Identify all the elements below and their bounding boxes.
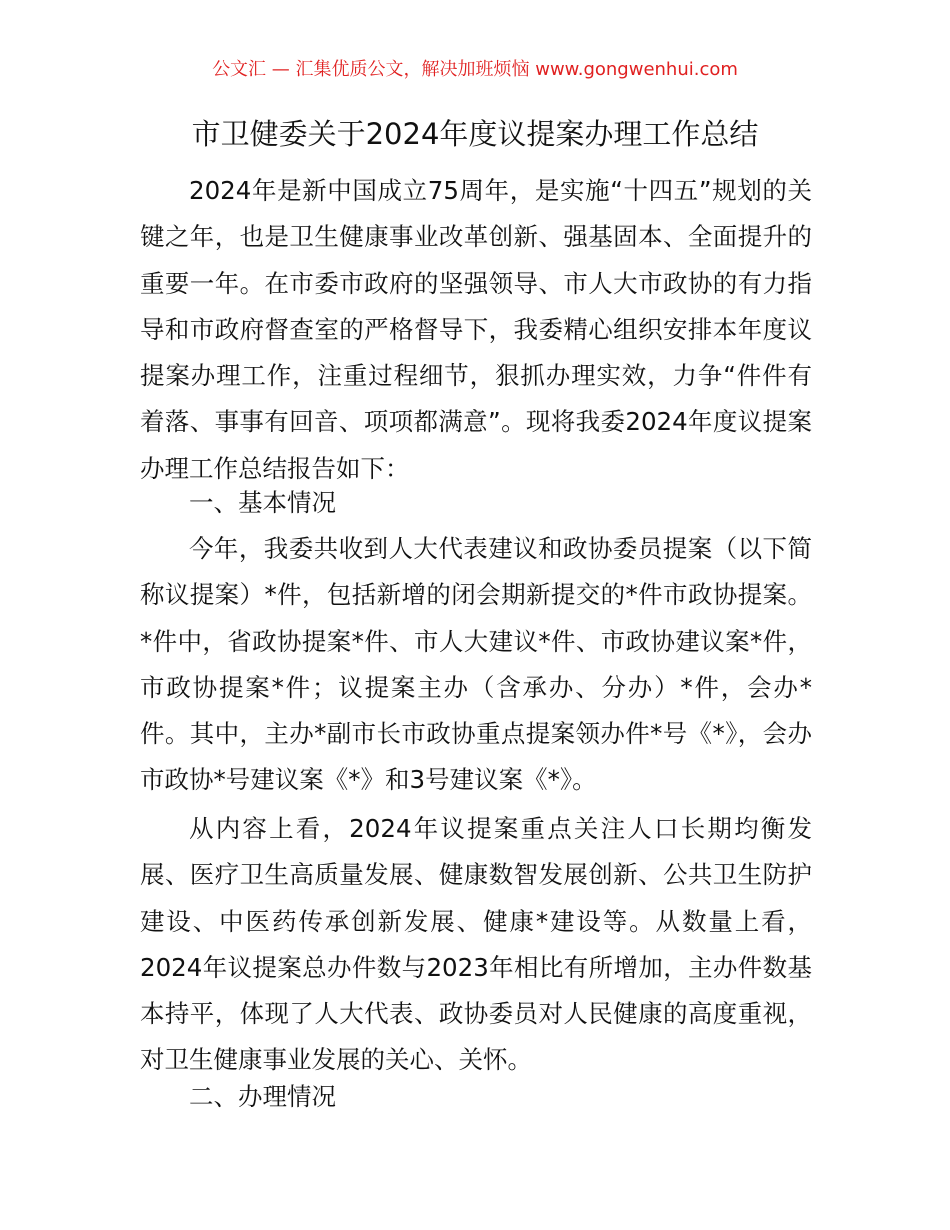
paragraph-basic-situation: 今年，我委共收到人大代表建议和政协委员提案（以下简称议提案）*件，包括新增的闭会期新提交的*件市政协提案。*件中，省政协提案*件、市人大建议*件、市政协建议案*件，市政协提案*件；议提案主办（含承办、分办）*件，会办*件。其中，主办*副市长市政协重点提案领办件*号《*》，会办市政协*号建议案《*》和3号建议案《*》。 bbox=[140, 534, 812, 795]
paragraph-intro: 2024年是新中国成立75周年，是实施“十四五”规划的关键之年，也是卫生健康事业改革创新、强基固本、全面提升的重要一年。在市委市政府的坚强领导、市人大市政协的有力指导和市政府督查室的严格督导下，我委精心组织安排本年度议提案办理工作，注重过程细节，狠抓办理实效，力争“件件有着落、事事有回音、项项都满意”。现将我委2024年度议提案办理工作总结报告如下： bbox=[140, 176, 812, 483]
paragraph-content-overview: 从内容上看，2024年议提案重点关注人口长期均衡发展、医疗卫生高质量发展、健康数智发展创新、公共卫生防护建设、中医药传承创新发展、健康*建设等。从数量上看，2024年议提案总办件数与2023年相比有所增加，主办件数基本持平，体现了人大代表、政协委员对人民健康的高度重视，对卫生健康事业发展的关心、关怀。 bbox=[140, 814, 812, 1075]
section-heading-basic-situation: 一、基本情况 bbox=[189, 488, 336, 517]
document-title: 市卫健委关于2024年度议提案办理工作总结 bbox=[191, 117, 759, 151]
header-banner: 公文汇 — 汇集优质公文，解决加班烦恼 www.gongwenhui.com bbox=[212, 59, 738, 80]
section-heading-handling-situation: 二、办理情况 bbox=[189, 1082, 336, 1111]
